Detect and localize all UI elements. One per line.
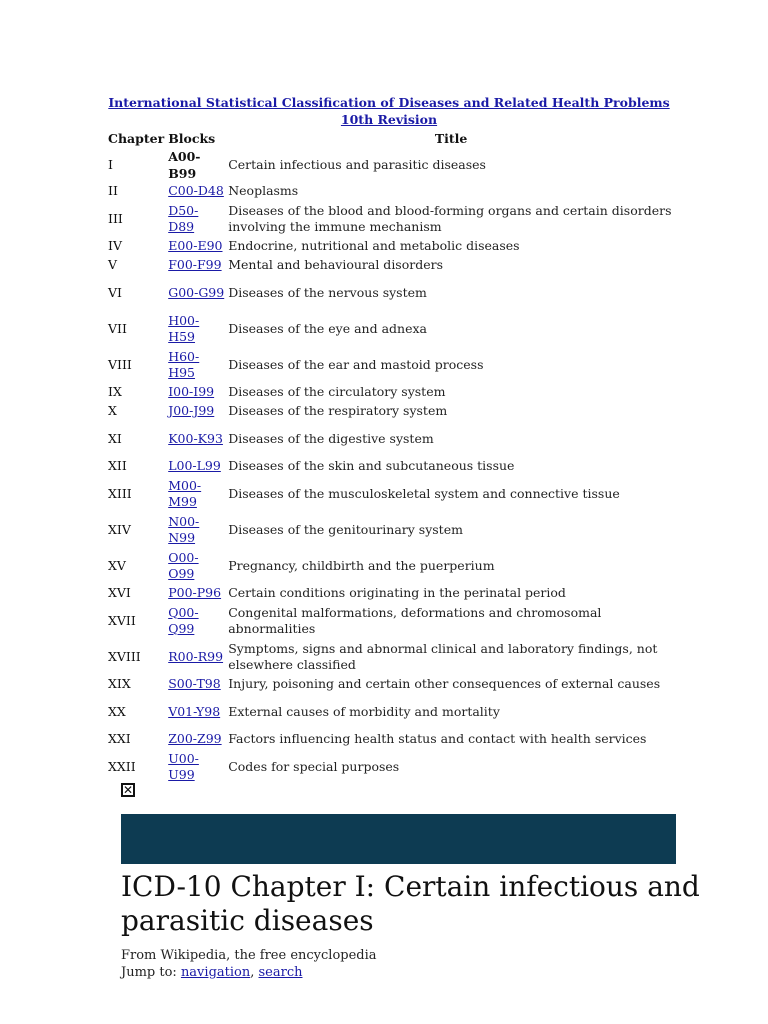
blocks-link[interactable]: K00-K93 [168, 430, 223, 446]
table-row [106, 256, 676, 275]
jump-separator: , [250, 965, 255, 980]
title-cell: Certain infectious and parasitic diseases [228, 157, 486, 173]
title-cell: Pregnancy, childbirth and the puerperium [228, 557, 495, 573]
jump-to-line [121, 964, 377, 981]
blocks-cell [166, 237, 226, 256]
blocks-cell [166, 512, 226, 548]
table-row [106, 512, 676, 548]
header-blocks: Blocks [168, 131, 216, 146]
chapter-cell: XXI [108, 731, 131, 747]
blocks-cell [166, 383, 226, 402]
blocks-cell [166, 402, 226, 421]
search-link[interactable]: search [258, 965, 303, 980]
chapter-cell: IX [108, 384, 122, 400]
article-subheader [121, 947, 377, 981]
table-row [106, 347, 676, 383]
chapter-cell: X [108, 403, 117, 419]
table-row [106, 237, 676, 256]
header-title: Title [434, 131, 468, 146]
blocks-link[interactable]: M00-M99 [168, 477, 202, 509]
blocks-cell [166, 421, 226, 457]
blocks-cell [166, 275, 226, 311]
blocks-link[interactable]: V01-Y98 [168, 703, 221, 719]
blocks-text: A00-B99 [168, 149, 201, 181]
blocks-cell [166, 476, 226, 512]
blocks-link[interactable]: J00-J99 [168, 403, 215, 419]
blocks-link[interactable]: S00-T98 [168, 676, 221, 692]
chapter-cell: VIII [108, 356, 132, 372]
classification-title-link[interactable]: International Statistical Classification of Diseases and Related Health Problems 10th Revision [108, 95, 670, 127]
title-cell: Codes for special purposes [228, 758, 400, 774]
title-cell: Diseases of the digestive system [228, 430, 434, 446]
chapter-cell: I [108, 157, 113, 173]
blocks-cell [166, 311, 226, 347]
close-box-icon[interactable]: ✕ [123, 783, 134, 797]
title-cell: Injury, poisoning and certain other consequences of external causes [228, 676, 661, 692]
chapter-cell: XVIII [108, 648, 141, 664]
table-row [106, 675, 676, 694]
table-row [106, 149, 676, 182]
table-row [106, 476, 676, 512]
blocks-link[interactable]: I00-I99 [168, 384, 215, 400]
chapter-cell: II [108, 183, 118, 199]
blocks-link[interactable]: F00-F99 [168, 257, 222, 273]
table-row [106, 639, 676, 675]
jump-to-label: Jump to: [121, 965, 177, 980]
table-row [106, 421, 676, 457]
blocks-link[interactable]: G00-G99 [168, 284, 225, 300]
blocks-link[interactable]: H00-H59 [168, 312, 200, 344]
icd-chapter-table [106, 129, 676, 785]
blocks-cell [166, 749, 226, 785]
table-row [106, 694, 676, 730]
title-cell: Neoplasms [228, 183, 299, 199]
table-row [106, 311, 676, 347]
chapter-cell: XIX [108, 676, 131, 692]
table-row [106, 402, 676, 421]
chapter-cell: XXII [108, 758, 136, 774]
title-cell: Diseases of the genitourinary system [228, 521, 463, 537]
title-cell: Congenital malformations, deformations and chromosomal abnormalities [228, 604, 602, 636]
blocks-cell [166, 603, 226, 639]
title-cell: Diseases of the blood and blood-forming organs and certain disorders involving the immune mechanism [228, 202, 672, 234]
blocks-cell [166, 694, 226, 730]
chapter-cell: IV [108, 238, 122, 254]
blocks-link[interactable]: H60-H95 [168, 348, 200, 380]
blocks-link[interactable]: E00-E90 [168, 238, 223, 254]
blocks-cell [166, 149, 226, 182]
table-row [106, 275, 676, 311]
chapter-cell: VI [108, 284, 122, 300]
dark-banner [121, 814, 676, 864]
title-cell: Certain conditions originating in the perinatal period [228, 585, 566, 601]
chapter-cell: VII [108, 320, 127, 336]
table-row [106, 383, 676, 402]
chapter-cell: XVI [108, 585, 131, 601]
title-cell: Diseases of the circulatory system [228, 384, 446, 400]
blocks-cell [166, 584, 226, 603]
title-cell: External causes of morbidity and mortality [228, 703, 500, 719]
table-row [106, 182, 676, 201]
title-cell: Diseases of the skin and subcutaneous tissue [228, 458, 515, 474]
blocks-cell [166, 201, 226, 237]
table-row [106, 730, 676, 749]
title-cell: Symptoms, signs and abnormal clinical and laboratory findings, not elsewhere classified [228, 640, 658, 672]
chapter-cell: XII [108, 458, 127, 474]
blocks-cell [166, 639, 226, 675]
blocks-link[interactable]: R00-R99 [168, 648, 224, 664]
title-cell: Diseases of the respiratory system [228, 403, 448, 419]
chapter-cell: V [108, 257, 118, 273]
chapter-cell: XIV [108, 521, 131, 537]
title-cell: Diseases of the nervous system [228, 284, 427, 300]
blocks-link[interactable]: C00-D48 [168, 183, 224, 199]
table-row [106, 457, 676, 476]
chapter-cell: XIII [108, 485, 132, 501]
blocks-cell [166, 182, 226, 201]
table-row [106, 584, 676, 603]
source-note: From Wikipedia, the free encyclopedia [121, 948, 377, 963]
blocks-link[interactable]: N00-N99 [168, 513, 200, 545]
title-cell: Mental and behavioural disorders [228, 257, 444, 273]
table-caption [104, 94, 674, 128]
blocks-cell [166, 730, 226, 749]
chapter-cell: XI [108, 430, 122, 446]
table-row [106, 603, 676, 639]
header-chapter: Chapter [108, 131, 165, 146]
blocks-cell [166, 675, 226, 694]
table-row [106, 749, 676, 785]
blocks-link[interactable]: P00-P96 [168, 585, 222, 601]
chapter-cell: XVII [108, 612, 136, 628]
blocks-link[interactable]: O00-O99 [168, 549, 199, 581]
page-title: ICD-10 Chapter I: Certain infectious and parasitic diseases [121, 870, 700, 937]
title-cell: Diseases of the eye and adnexa [228, 320, 427, 336]
blocks-link[interactable]: L00-L99 [168, 458, 221, 474]
blocks-cell [166, 347, 226, 383]
table-header-row [106, 129, 676, 149]
chapter-cell: XX [108, 703, 126, 719]
blocks-link[interactable]: Z00-Z99 [168, 731, 222, 747]
blocks-link[interactable]: Q00-Q99 [168, 604, 199, 636]
title-cell: Diseases of the ear and mastoid process [228, 356, 484, 372]
chapter-cell: XV [108, 557, 126, 573]
blocks-link[interactable]: U00-U99 [168, 750, 199, 782]
navigation-link[interactable]: navigation [180, 965, 251, 980]
title-cell: Factors influencing health status and contact with health services [228, 731, 647, 747]
blocks-cell [166, 256, 226, 275]
title-cell: Diseases of the musculoskeletal system and connective tissue [228, 485, 620, 501]
table-row [106, 201, 676, 237]
chapter-cell: III [108, 210, 123, 226]
table-row [106, 548, 676, 584]
blocks-cell [166, 548, 226, 584]
blocks-cell [166, 457, 226, 476]
blocks-link[interactable]: D50-D89 [168, 202, 199, 234]
title-cell: Endocrine, nutritional and metabolic diseases [228, 238, 520, 254]
